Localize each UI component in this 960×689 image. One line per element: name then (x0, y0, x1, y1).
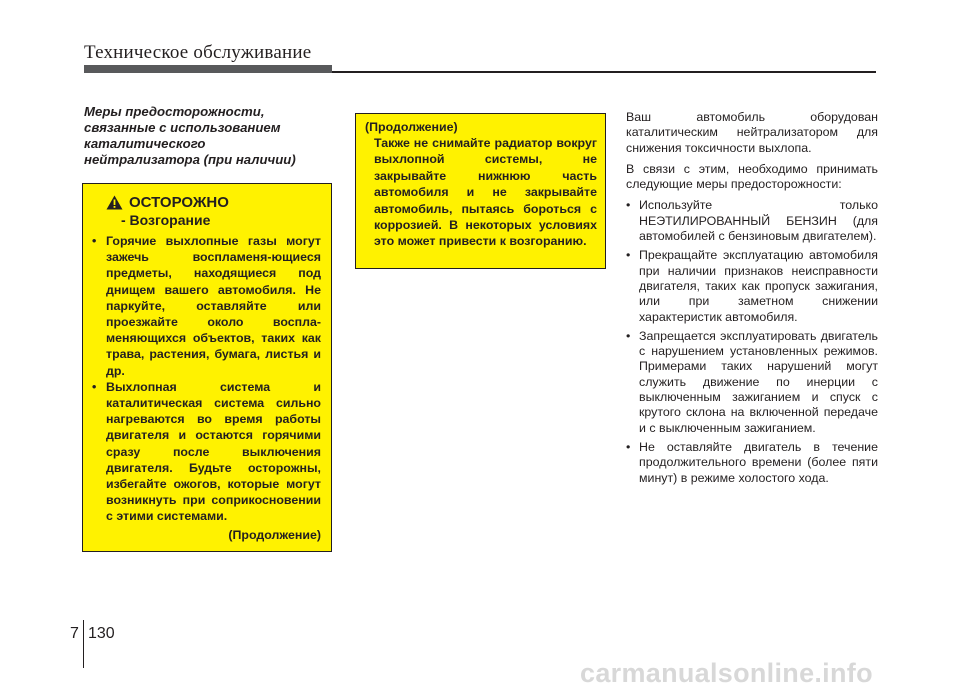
caution-header (106, 194, 321, 211)
caution-list (92, 233, 321, 525)
continued-title: (Продолжение) (365, 120, 458, 134)
chapter-number: 7 (70, 625, 79, 642)
header-rule-thin (332, 71, 876, 73)
list-item (626, 329, 878, 436)
bullet-icon: • (626, 439, 631, 454)
caution-subtitle: - Возгорание (121, 212, 211, 228)
bullet-icon: • (626, 198, 631, 213)
intro-paragraph: Ваш автомобиль оборудован каталитическим нейтрализатором для снижения токсичности выхлопа. (626, 110, 878, 155)
subheading-line: Меры предосторожности, (84, 104, 265, 119)
list-item (626, 248, 878, 324)
list-item (626, 440, 878, 486)
bullet-icon: • (626, 248, 631, 263)
caution-item-text: Горячие выхлопные газы могут зажечь воспламеня-ющиеся предметы, находящиеся под днищем вашего автомобиля. Не паркуйте, оставляйте или проезжайте около воспла-меняющихся объектов, таких как трава, растения, бумага, листья и др. (106, 234, 321, 378)
watermark: carmanualsonline.info (580, 658, 873, 688)
list-item (626, 198, 878, 244)
warning-triangle-icon (106, 195, 123, 210)
section-subheading (84, 104, 334, 168)
subheading-line: каталитического (84, 136, 206, 151)
bullet-icon: • (92, 379, 97, 394)
page-header-title: Техническое обслуживание (84, 42, 312, 63)
caution-item (92, 233, 321, 379)
page-number: 130 (88, 625, 115, 642)
bullet-icon: • (626, 328, 631, 343)
intro-paragraph: В связи с этим, необходимо принимать следующие меры предосторожности: (626, 161, 878, 192)
list-item-text: Не оставляйте двигатель в течение продолжительного времени (более пяти минут) в режиме холостого хода. (639, 439, 878, 485)
footer-divider (83, 620, 84, 668)
continued-text: Также не снимайте радиатор вокруг выхлопной системы, не закрывайте нижнюю часть автомобиля и не закрывайте автомобиль, пытаясь бороться с коррозией. В некоторых условиях это может привести к возгоранию. (374, 136, 597, 249)
bullet-icon: • (92, 234, 97, 248)
caution-item-text: Выхлопная система и каталитическая система сильно нагреваются во время работы двигателя и остаются горячими сразу после выключения двигателя. Будьте осторожны, избегайте ожогов, которые могут возникнуть при соприкосновении с этими системами. (106, 379, 321, 524)
list-item-text: Запрещается эксплуатировать двигатель с нарушением установленных режимов. Примерами таких нарушений могут служить движение по инерции с выключенным зажиганием и спуск с крутого склона на включенной передаче и с выключенным зажиганием. (639, 328, 878, 435)
continued-caution-box (355, 113, 606, 269)
caution-box (82, 183, 332, 552)
subheading-line: связанные с использованием (84, 120, 281, 135)
header-rule-thick (84, 65, 332, 73)
subheading-line: нейтрализатора (при наличии) (84, 152, 296, 167)
main-text-column (626, 110, 878, 490)
caution-title: ОСТОРОЖНО (129, 194, 229, 211)
list-item-text: Используйте только НЕЭТИЛИРОВАННЫЙ БЕНЗИН (для автомобилей с бензиновым двигателем). (639, 198, 878, 244)
caution-continued-label: (Продолжение) (228, 527, 321, 542)
list-item-text: Прекращайте эксплуатацию автомобиля при наличии признаков неисправности двигателя, таких как пропуск зажигания, или при заметном снижении характеристик автомобиля. (639, 248, 878, 324)
caution-item (92, 379, 321, 525)
